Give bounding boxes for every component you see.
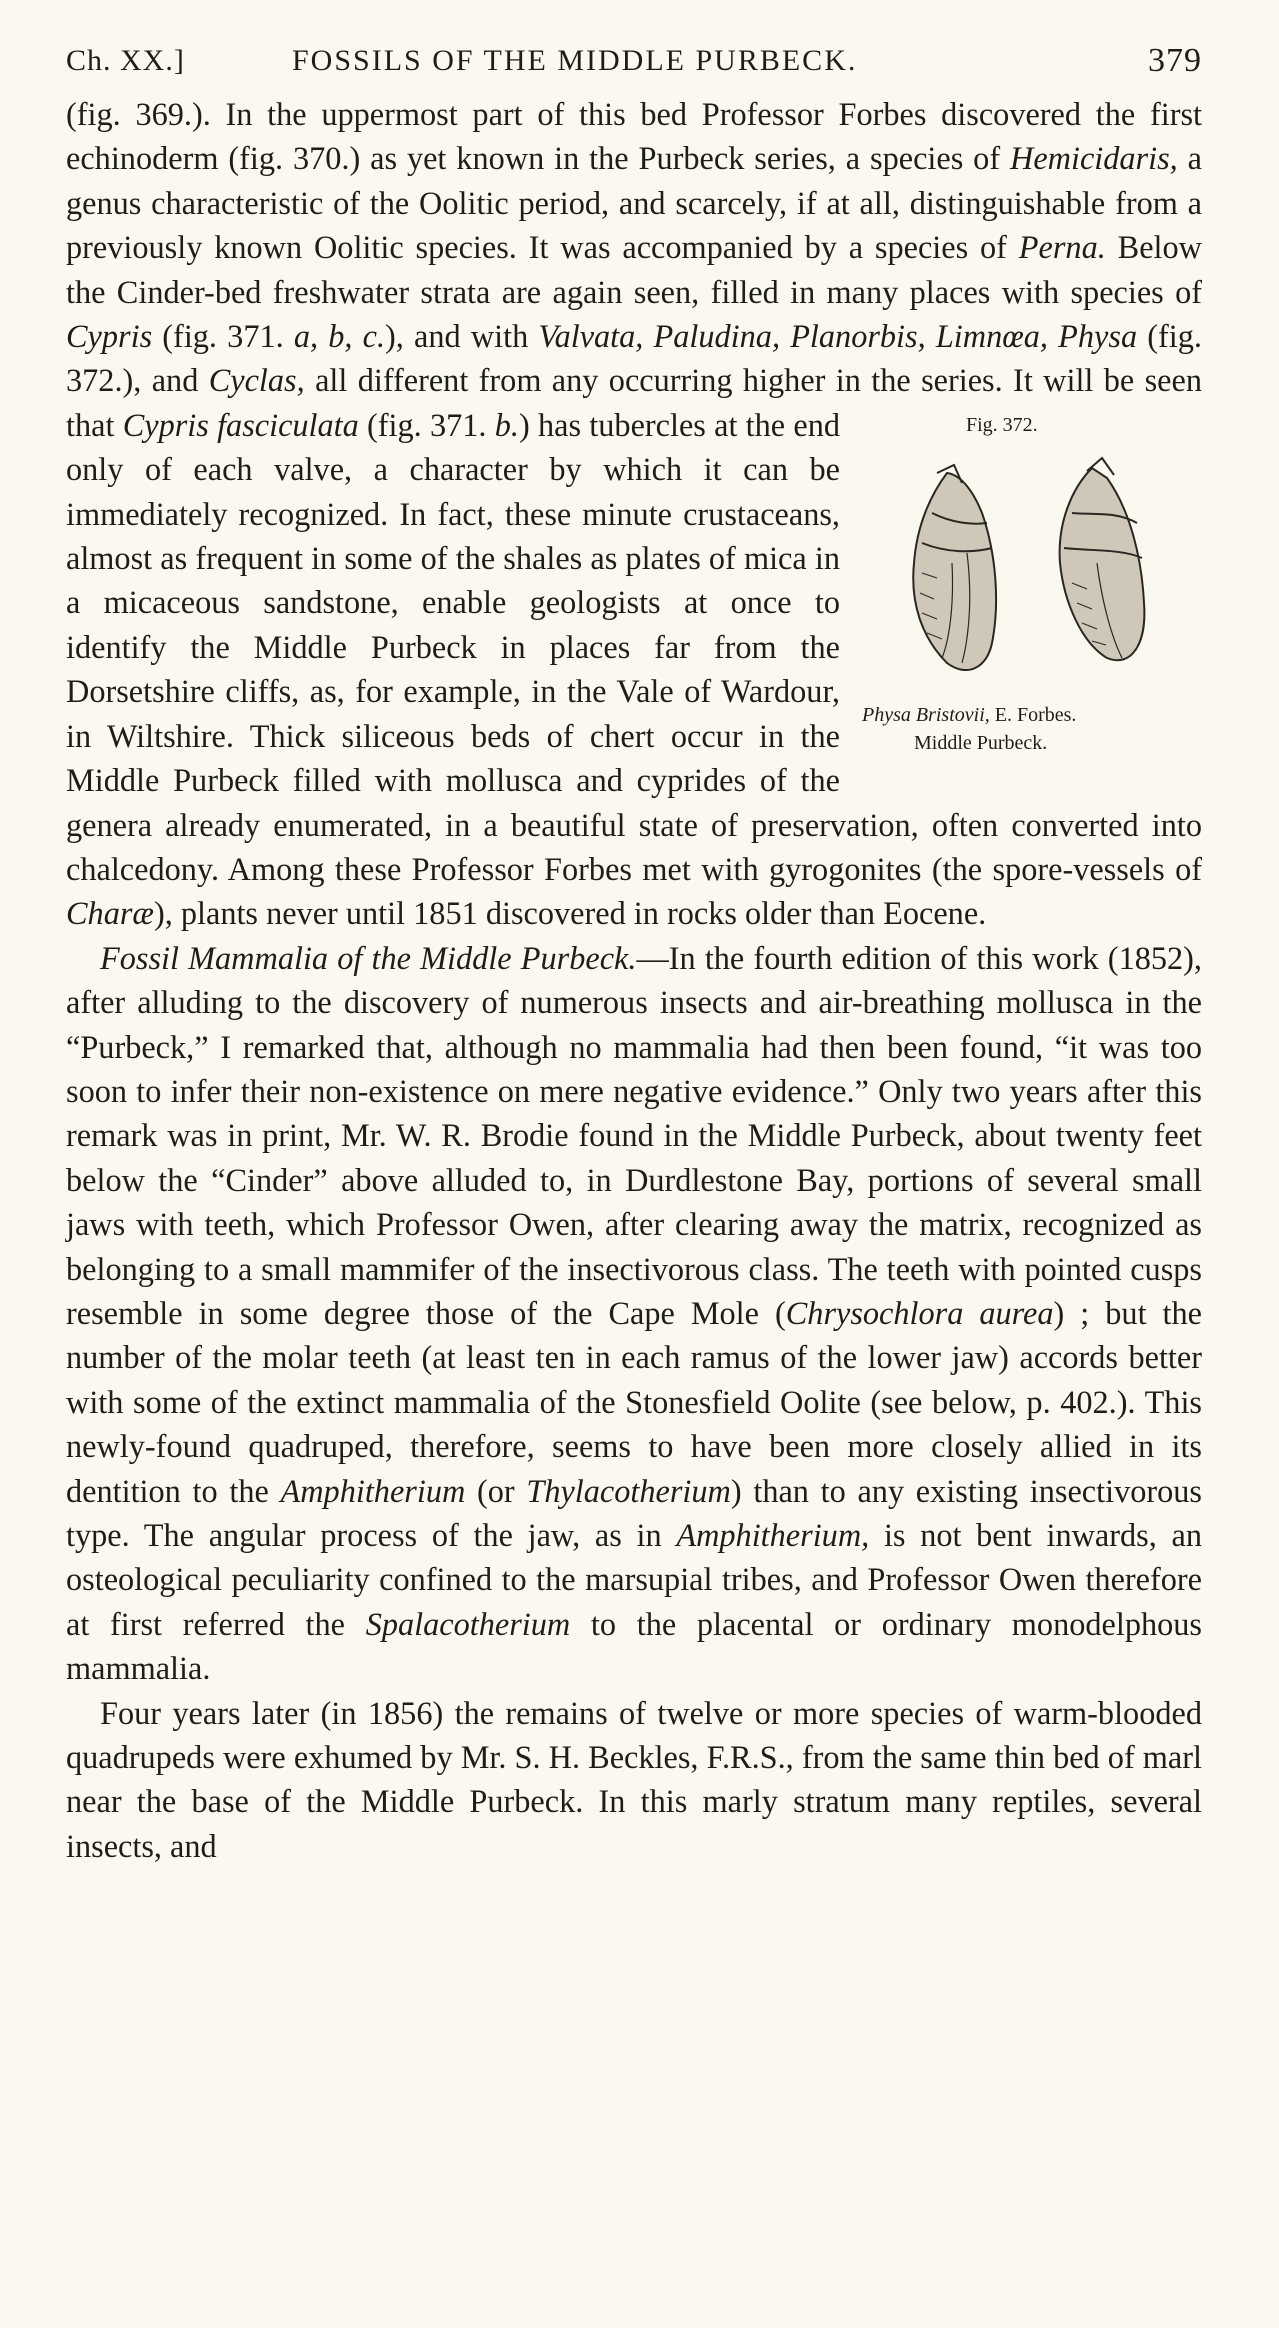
paragraph-3 [66,1691,1202,1869]
paragraph-2 [66,936,1202,1691]
italic-term: Cypris fasciculata [122,406,359,443]
text-run: ) has tubercles at the end only of each valve, a character by which it can be immediately recognized. In fact, these minute crustaceans, almost as frequent in some of the shales as plates of mica in a micaceous sandstone, enable geologists at once to identify the Middle Purbeck in places far from the Dorsetshire cliffs, as, for example, in the Vale of Wardour, in Wiltshire. Thick siliceous beds of chert occur in the Middle Purbeck filled with mollusca and cyprides of the genera already enumerated, in a beautiful state of preservation, often converted into chalcedony. Among these Professor Forbes met with gyrogonites (the spore-vessels of [66,406,1202,887]
text-run: ), and with [385,318,539,355]
text-run: ) than to any existing insectivorous type. The angular process of the jaw, as in [66,1472,1202,1553]
book-page [66,36,1202,1868]
text-run: ) ; but the number of the molar teeth (at least ten in each ramus of the lower jaw) accords better with some of the extinct mammalia of the Stonesfield Oolite (see below, p. 402.). This newly-found quadruped, therefore, seems to have been more closely allied in its dentition to the [66,1294,1203,1509]
chapter-label: Ch. XX.] [66,44,185,77]
italic-term: Cyclas, [208,362,305,399]
italic-term: Spalacotherium [365,1605,571,1642]
text-run: (fig. 371. [358,406,495,443]
text-run: Below the Cinder-bed freshwater strata are again seen, filled in many places with species of [66,229,1202,310]
text-run: ), plants never until 1851 discovered in rocks older than Eocene. [153,895,987,932]
italic-term: Thylacotherium [526,1472,731,1509]
italic-term: Hemicidaris, [1010,140,1178,177]
italic-term: a, b, c. [293,318,386,355]
italic-term: Valvata, Paludina, Planorbis, Limnœa, Physa [538,318,1138,355]
italic-term: Amphitherium [280,1472,466,1509]
caption-author: E. Forbes. [989,703,1077,726]
italic-term: b. [494,406,519,443]
italic-term: Charæ [66,895,154,932]
paragraph-1 [66,92,1202,936]
text-run: Four years later (in 1856) the remains of twelve or more species of warm-blooded quadrupeds were exhumed by Mr. S. H. Beckles, F.R.S., from the same thin bed of marl near the base of the Middle Purbeck. In this marly stratum many reptiles, several insects, and [66,1694,1202,1864]
text-run: —In the fourth edition of this work (1852), after alluding to the discovery of numerous insects and air-breathing mollusca in the “Purbeck,” I remarked that, although no mammalia had then been found, “it was too soon to infer their non-existence on mere negative evidence.” Only two years after this remark was in print, Mr. W. R. Brodie found in the Middle Purbeck, about twenty feet below the “Cinder” above alluded to, in Durdlestone Bay, portions of several small jaws with teeth, which Professor Owen, after clearing away the matrix, recognized as belonging to a small mammifer of the insectivorous class. The teeth with pointed cusps resemble in some degree those of the Cape Mole ( [66,939,1202,1331]
caption-species: Physa Bristovii, [862,703,990,726]
fossil-shells-icon [892,453,1162,683]
text-run: (fig. 372.), and [66,318,1202,399]
caption-location: Middle Purbeck. [914,731,1048,754]
italic-term: Amphitherium, [676,1517,870,1553]
italic-term: Chrysochlora aurea [785,1294,1054,1331]
text-run: to the placental or ordinary monodelphous mammalia. [66,1605,1202,1687]
text-run: (fig. 369.). In the uppermost part of this bed Professor Forbes discovered the first echinoderm (fig. 370.) as yet known in the Purbeck series, a species of [66,96,1202,177]
text-run: is not bent inwards, an osteological peculiarity confined to the marsupial tribes, and Professor Owen therefore at first referred the [66,1517,1202,1642]
running-title: FOSSILS OF THE MIDDLE PURBECK. [292,44,858,77]
text-run: (fig. 371. [152,318,294,355]
section-heading: Fossil Mammalia of the Middle Purbeck. [100,939,637,976]
running-head [66,36,1202,92]
page-number: 379 [1148,42,1202,79]
italic-term: Cypris [66,318,153,355]
figure-372 [862,403,1202,795]
figure-number: Fig. 372. [966,413,1038,436]
text-run: a genus characteristic of the Oolitic period, and scarcely, if at all, distinguishable from a previously known Oolitic species. It was accompanied by a species of [66,140,1202,266]
text-run: (or [465,1472,527,1509]
italic-term: Perna. [1018,229,1106,266]
text-run: all different from any occurring higher in the series. It will be seen that [66,362,1202,443]
